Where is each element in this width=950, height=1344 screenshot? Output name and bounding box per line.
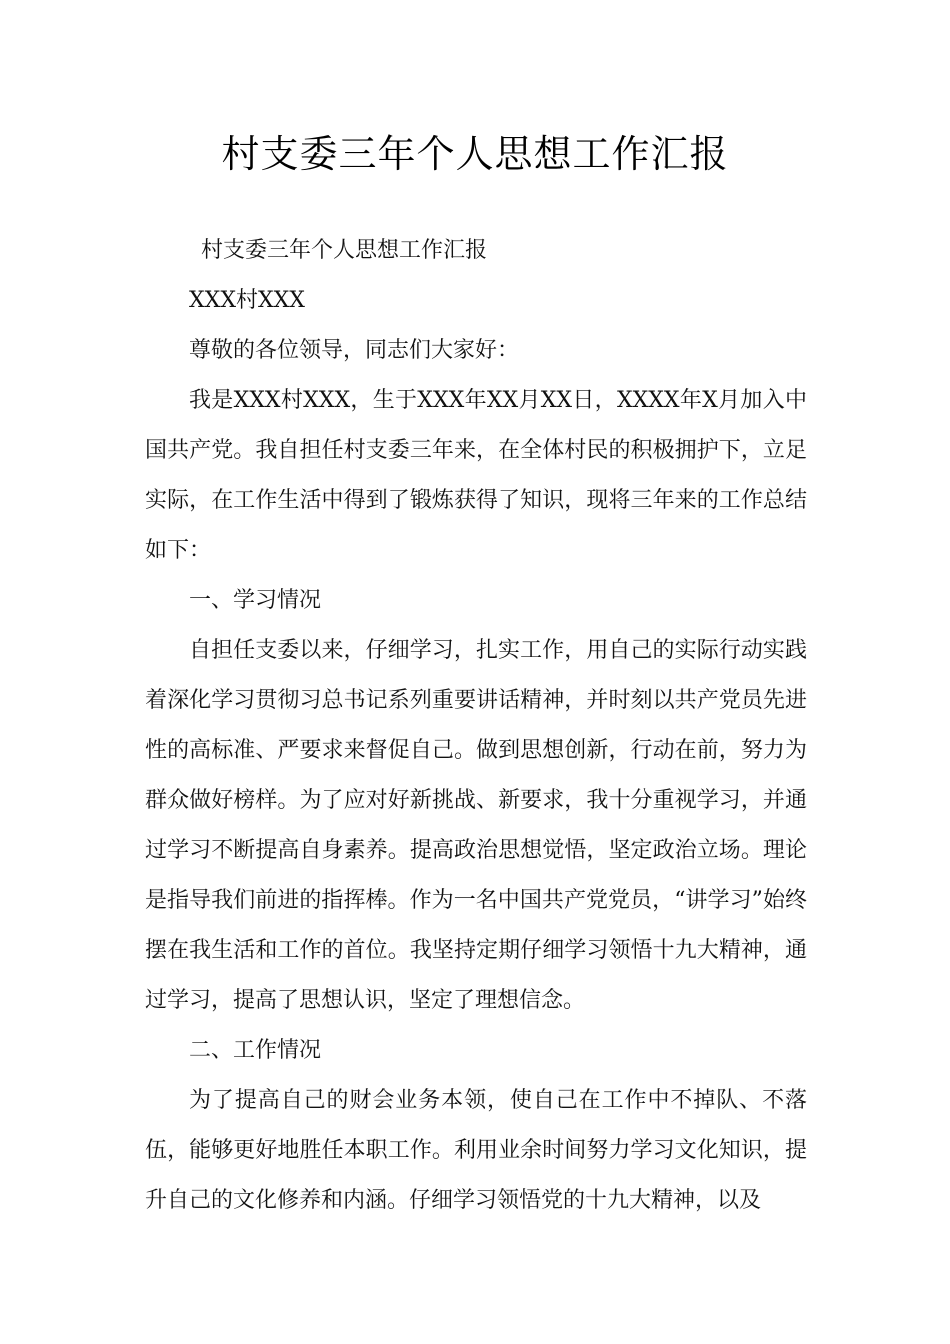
author-line: XXX村XXX (189, 288, 305, 313)
intro-paragraph: 我是XXX村XXX，生于XXX年XX月XX日，XXXX年X月加入中国共产党。我自担任村支委三年来，在全体村民的积极拥护下，立足实际，在工作生活中得到了锻炼获得了知识，现将三年来的工作总结如下： (145, 388, 807, 563)
work-paragraph: 为了提高自己的财会业务本领，使自己在工作中不掉队、不落伍，能够更好地胜任本职工作。利用业余时间努力学习文化知识，提升自己的文化修养和内涵。仔细学习领悟党的十九大精神，以及 (145, 1088, 807, 1213)
section-heading-study: 一、学习情况 (189, 588, 322, 613)
document-body (145, 226, 807, 1226)
salutation-paragraph: 尊敬的各位领导，同志们大家好： (189, 338, 520, 363)
study-paragraph: 自担任支委以来，仔细学习，扎实工作，用自己的实际行动实践着深化学习贯彻习总书记系列重要讲话精神，并时刻以共产党员先进性的高标准、严要求来督促自己。做到思想创新，行动在前，努力为群众做好榜样。为了应对好新挑战、新要求，我十分重视学习，并通过学习不断提高自身素养。提高政治思想觉悟，坚定政治立场。理论是指导我们前进的指挥棒。作为一名中国共产党党员，“讲学习”始终摆在我生活和工作的首位。我坚持定期仔细学习领悟十九大精神，通过学习，提高了思想认识，坚定了理想信念。 (145, 638, 807, 1013)
subtitle-paragraph: 村支委三年个人思想工作汇报 (201, 238, 488, 263)
document-title: 村支委三年个人思想工作汇报 (221, 132, 729, 176)
section-heading-work: 二、工作情况 (189, 1038, 322, 1063)
